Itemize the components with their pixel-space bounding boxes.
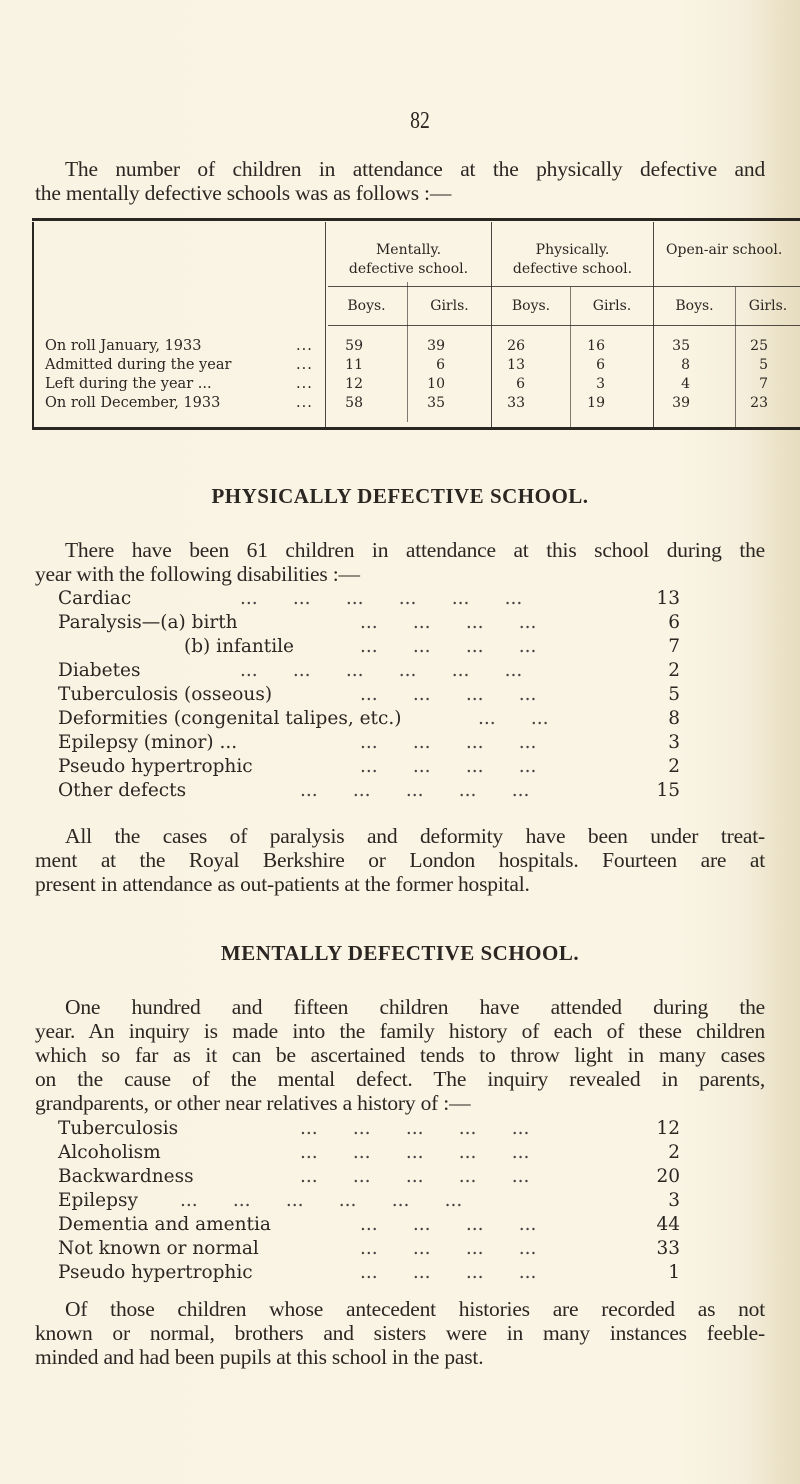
intro-line-1: The number of children in attendance at the physically defective and <box>65 157 765 181</box>
leader-dots: ... ... ... ... <box>360 1262 537 1283</box>
item-value: 5 <box>668 684 680 705</box>
item-value: 2 <box>668 1142 680 1163</box>
table-cell: 6 <box>596 357 605 373</box>
table-cell: 13 <box>507 357 525 373</box>
intro-line-2: the mentally defective schools was as follows :— <box>35 181 452 205</box>
col-mentally-girls <box>405 337 445 413</box>
item-value: 3 <box>668 1190 680 1211</box>
item-label: Not known or normal <box>58 1238 259 1259</box>
item-label: Pseudo hypertrophic <box>58 756 253 777</box>
list-item <box>0 1142 800 1166</box>
list-item <box>0 1238 800 1262</box>
col-open-air-girls <box>728 337 768 413</box>
table-cell: 35 <box>672 338 690 354</box>
col-open-air-boys <box>650 337 690 413</box>
item-label: Other defects <box>58 780 187 801</box>
table-cell: 10 <box>427 376 445 392</box>
leader-dots: ... <box>296 338 313 354</box>
subheader-rule <box>328 325 800 326</box>
item-value: 7 <box>668 636 680 657</box>
inquiry-line-1: One hundred and fifteen children have attended during the <box>65 995 765 1019</box>
leader-dots: ... ... ... ... ... <box>300 1142 530 1163</box>
intro-paragraph <box>35 157 765 205</box>
physically-defective-heading: PHYSICALLY DEFECTIVE SCHOOL. <box>211 484 589 508</box>
item-label: Dementia and amentia <box>58 1214 271 1235</box>
row-leaders <box>296 337 313 413</box>
table-top-border <box>32 218 800 221</box>
leader-dots: ... ... ... ... <box>360 756 537 777</box>
item-value: 6 <box>668 612 680 633</box>
list-item <box>0 780 800 804</box>
list-item <box>0 636 800 660</box>
inquiry-line-2: year. An inquiry is made into the family history of each of these children <box>35 1019 765 1043</box>
item-value: 13 <box>656 588 680 609</box>
table-cell: 39 <box>427 338 445 354</box>
item-label <box>58 612 238 633</box>
item-value: 44 <box>656 1214 680 1235</box>
item-label-text: Paralysis—(a) birth <box>58 612 238 633</box>
row-label: On roll January, 1933 <box>45 338 202 354</box>
group-header-line: Physically. <box>535 242 610 258</box>
col-physically-boys <box>485 337 525 413</box>
subheader-boys: Boys. <box>511 298 551 314</box>
list-item <box>0 1262 800 1286</box>
table-cell: 7 <box>759 376 768 392</box>
list-item <box>0 588 800 612</box>
closing-line-2: known or normal, brothers and sisters were in many instances feeble- <box>35 1321 765 1345</box>
treatment-line-1: All the cases of paralysis and deformity have been under treat- <box>65 824 765 848</box>
table-cell: 6 <box>436 357 445 373</box>
group-header-mentally <box>326 241 491 279</box>
table-cell: 39 <box>672 395 690 411</box>
subheader-boys: Boys. <box>347 298 386 314</box>
table-cell: 26 <box>507 338 525 354</box>
item-value: 33 <box>656 1238 680 1259</box>
leader-dots: ... ... ... ... <box>360 1214 537 1235</box>
item-value: 1 <box>668 1262 680 1283</box>
subheader-girls: Girls. <box>430 298 469 314</box>
closing-line-3: minded and had been pupils at this school in the past. <box>35 1345 484 1369</box>
item-label: Tuberculosis <box>58 1118 179 1139</box>
table-cell: 16 <box>587 338 605 354</box>
group-header-line: Mentally. <box>375 242 442 258</box>
item-value: 8 <box>668 708 680 729</box>
group-header-open-air <box>654 241 800 260</box>
table-bottom-border <box>32 427 800 430</box>
physically-intro-line-2: year with the following disabilities :— <box>35 562 360 586</box>
item-value: 12 <box>656 1118 680 1139</box>
physically-intro-line-1: There have been 61 children in attendance at this school during the <box>65 538 765 562</box>
item-value: 2 <box>668 660 680 681</box>
treatment-paragraph <box>35 824 765 896</box>
leader-dots: ... <box>296 357 313 373</box>
table-left-border <box>32 222 34 430</box>
list-item <box>0 612 800 636</box>
leader-dots: ... ... ... ... ... <box>300 1118 530 1139</box>
subheader-girls: Girls. <box>592 298 632 314</box>
list-item <box>0 1214 800 1238</box>
leader-dots: ... ... ... ... <box>360 612 537 633</box>
leader-dots: ... ... ... ... ... <box>300 1166 530 1187</box>
list-item <box>0 1190 800 1214</box>
list-item <box>0 1118 800 1142</box>
group-header-line: defective school. <box>348 261 469 277</box>
item-value: 2 <box>668 756 680 777</box>
inquiry-paragraph <box>35 995 765 1115</box>
item-value: 20 <box>656 1166 680 1187</box>
group-header-line: defective school. <box>512 261 633 277</box>
table-cell: 59 <box>345 338 363 354</box>
subheader-rule <box>328 286 800 287</box>
row-label: On roll December, 1933 <box>45 395 221 411</box>
list-item <box>0 660 800 684</box>
table-cell: 25 <box>750 338 768 354</box>
attendance-table <box>0 0 800 450</box>
subheader-girls: Girls. <box>748 298 788 314</box>
table-cell: 3 <box>596 376 605 392</box>
list-item <box>0 732 800 756</box>
item-value: 15 <box>656 780 680 801</box>
table-cell: 11 <box>345 357 363 373</box>
item-label: (b) infantile <box>184 636 294 657</box>
mentally-defective-heading: MENTALLY DEFECTIVE SCHOOL. <box>220 941 580 965</box>
row-labels <box>45 337 231 413</box>
page-number: 82 <box>410 108 430 134</box>
item-label: Diabetes <box>58 660 141 681</box>
table-cell: 5 <box>759 357 768 373</box>
table-cell: 23 <box>750 395 768 411</box>
inquiry-line-4: on the cause of the mental defect. The inquiry revealed in parents, <box>35 1067 765 1091</box>
treatment-line-3: present in attendance as out-patients at the former hospital. <box>35 872 530 896</box>
row-label: Admitted during the year <box>45 357 232 373</box>
list-item <box>0 708 800 732</box>
table-cell: 33 <box>507 395 525 411</box>
item-label: Epilepsy <box>58 1190 138 1211</box>
closing-paragraph <box>35 1297 765 1369</box>
list-item <box>0 756 800 780</box>
list-item <box>0 684 800 708</box>
physically-intro <box>35 538 765 586</box>
item-label: Tuberculosis (osseous) <box>58 684 273 705</box>
row-label: Left during the year ... <box>45 376 212 392</box>
table-cell: 4 <box>681 376 690 392</box>
inquiry-line-3: which so far as it can be ascertained tends to throw light in many cases <box>35 1043 765 1067</box>
closing-line-1: Of those children whose antecedent histories are recorded as not <box>65 1297 765 1321</box>
item-label: Deformities (congenital talipes, etc.) <box>58 708 402 729</box>
list-item <box>0 1166 800 1190</box>
leader-dots: ... ... ... ... <box>360 636 537 657</box>
col-mentally-boys <box>323 337 363 413</box>
leader-dots: ... ... <box>478 708 549 729</box>
treatment-line-2: ment at the Royal Berkshire or London hospitals. Fourteen are at <box>35 848 765 872</box>
group-header-line: Open-air school. <box>666 242 783 258</box>
leader-dots: ... <box>296 395 313 411</box>
table-cell: 58 <box>345 395 363 411</box>
item-label: Epilepsy (minor) ... <box>58 732 238 753</box>
item-label: Alcoholism <box>58 1142 161 1163</box>
table-cell: 6 <box>516 376 525 392</box>
inquiry-line-5: grandparents, or other near relatives a history of :— <box>35 1091 471 1115</box>
table-cell: 19 <box>587 395 605 411</box>
item-label: Cardiac <box>58 588 132 609</box>
leader-dots: ... ... ... ... ... ... <box>180 1190 463 1211</box>
item-label: Pseudo hypertrophic <box>58 1262 253 1283</box>
leader-dots: ... ... ... ... ... <box>300 780 530 801</box>
table-cell: 35 <box>427 395 445 411</box>
subheader-boys: Boys. <box>675 298 714 314</box>
group-header-physically <box>492 241 653 279</box>
leader-dots: ... ... ... ... <box>360 684 537 705</box>
col-physically-girls <box>565 337 605 413</box>
leader-dots: ... ... ... ... ... ... <box>240 588 523 609</box>
leader-dots: ... <box>296 376 313 392</box>
leader-dots: ... ... ... ... <box>360 732 537 753</box>
item-value: 3 <box>668 732 680 753</box>
leader-dots: ... ... ... ... <box>360 1238 537 1259</box>
table-cell: 8 <box>681 357 690 373</box>
table-cell: 12 <box>345 376 363 392</box>
leader-dots: ... ... ... ... ... ... <box>240 660 523 681</box>
item-label: Backwardness <box>58 1166 194 1187</box>
